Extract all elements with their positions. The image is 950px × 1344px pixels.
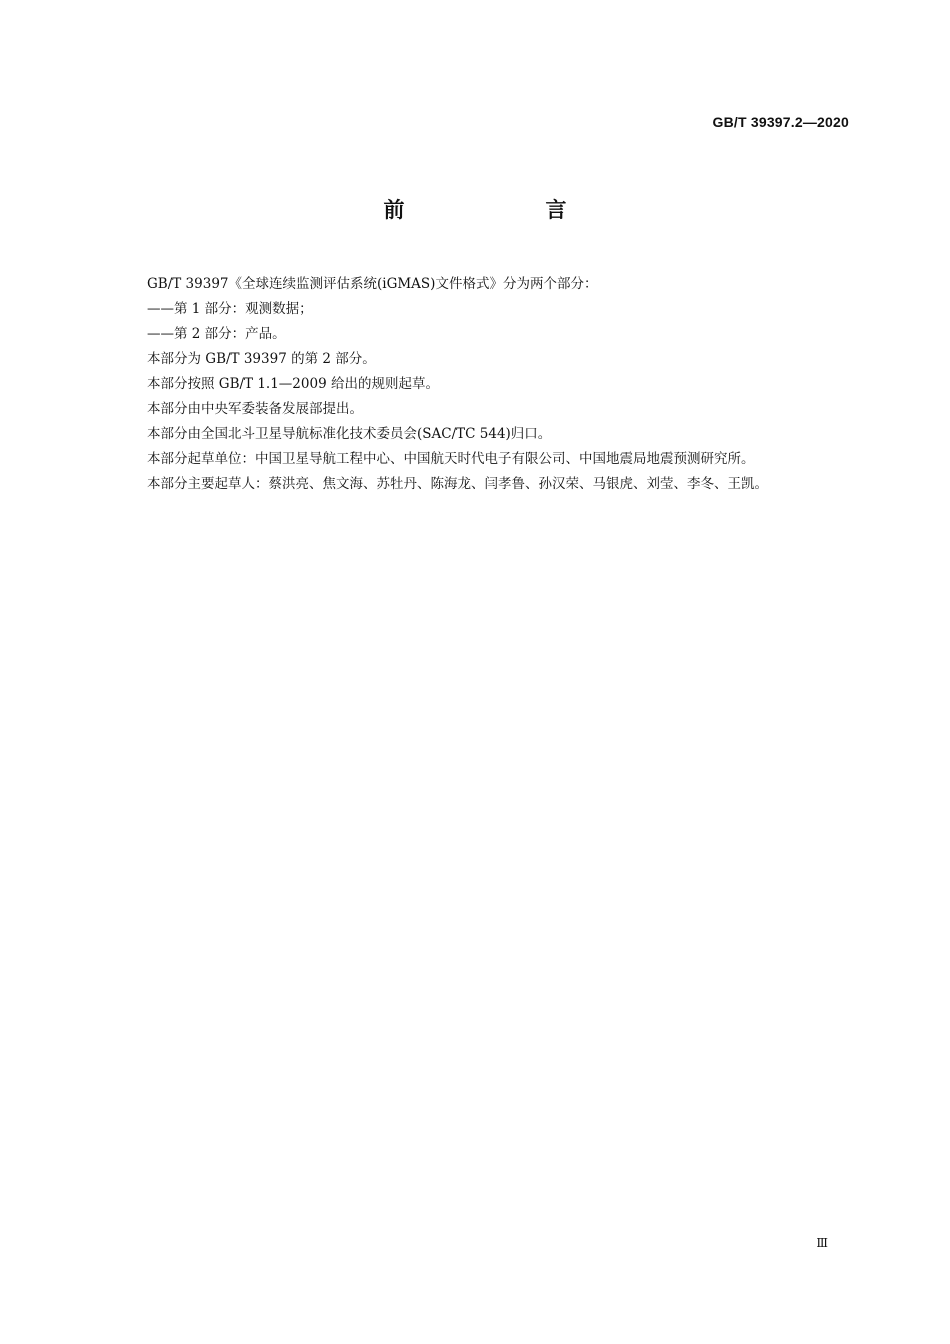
page-title: 前 言 [383,198,627,222]
paragraph-part-2: ——第 2 部分：产品。 [147,326,286,342]
paragraph-administered-by: 本部分由全国北斗卫星导航标准化技术委员会(SAC/TC 544)归口。 [147,426,552,442]
paragraph-parts-intro: GB/T 39397《全球连续监测评估系统(iGMAS)文件格式》分为两个部分： [147,276,598,292]
paragraph-drafting-units: 本部分起草单位：中国卫星导航工程中心、中国航天时代电子有限公司、中国地震局地震预测研究所。 [147,451,755,467]
paragraph-drafting-rules: 本部分按照 GB/T 1.1—2009 给出的规则起草。 [147,376,439,392]
page-number: Ⅲ [816,1236,828,1250]
paragraph-this-part: 本部分为 GB/T 39397 的第 2 部分。 [147,351,376,367]
standard-code: GB/T 39397.2—2020 [712,114,849,130]
paragraph-part-1: ——第 1 部分：观测数据； [147,301,313,317]
paragraph-drafters: 本部分主要起草人：蔡洪亮、焦文海、苏牡丹、陈海龙、闫孝鲁、孙汉荣、马银虎、刘莹、李冬、王凯。 [147,476,768,492]
document-body [114,272,854,497]
paragraph-proposed-by: 本部分由中央军委装备发展部提出。 [147,401,363,417]
